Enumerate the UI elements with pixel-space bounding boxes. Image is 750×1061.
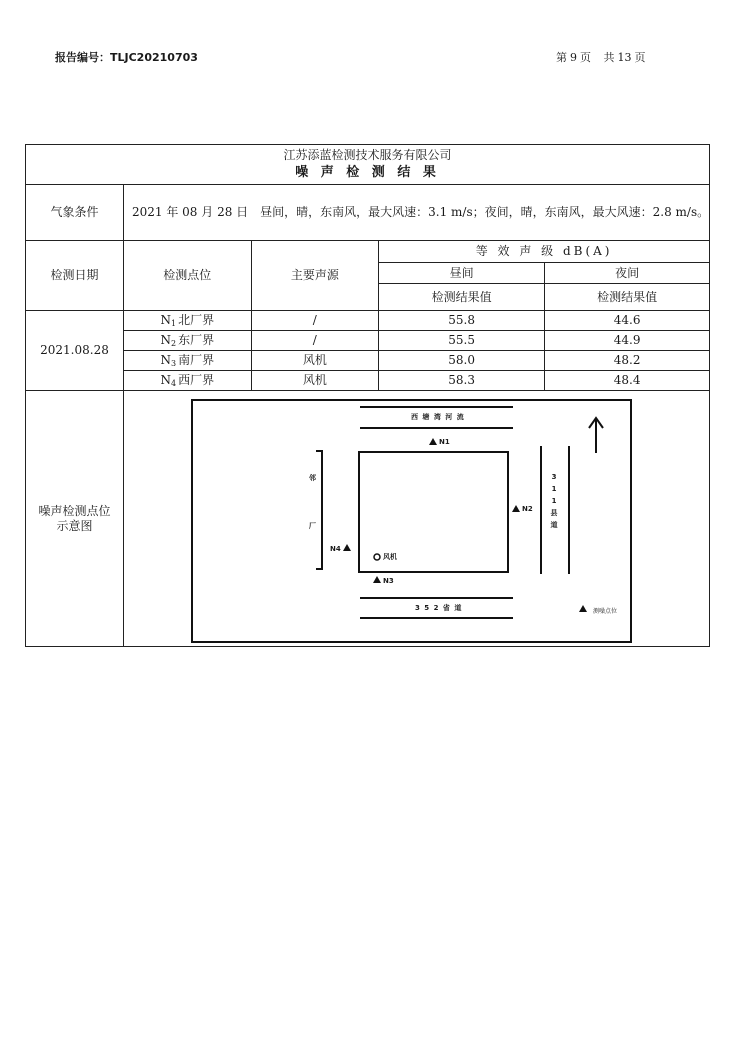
page-suffix: 页 — [580, 51, 591, 64]
n1-marker-icon — [429, 438, 437, 445]
col-header-night-value: 检测结果值 — [545, 284, 710, 311]
east-road-label — [549, 471, 559, 531]
legend-marker-icon — [579, 605, 587, 612]
point-subscript: 1 — [170, 318, 177, 328]
company-name: 江苏添蓝检测技术服务有限公司 — [283, 148, 452, 162]
n3-marker-icon — [373, 576, 381, 583]
west-neighbor-bracket — [316, 451, 322, 569]
total-prefix: 共 — [603, 51, 615, 64]
night-value-cell: 44.9 — [545, 331, 710, 351]
north-road-label: 西 塘 湾 河 流 — [411, 413, 465, 421]
source-cell: / — [251, 331, 379, 351]
col-header-night: 夜间 — [545, 263, 710, 284]
table-row — [26, 311, 710, 331]
table-row — [26, 331, 710, 351]
night-value-cell: 44.6 — [545, 311, 710, 331]
report-number-label: 报告编号： — [55, 51, 110, 64]
n2-marker-icon — [512, 505, 520, 512]
point-letter: N — [160, 312, 171, 327]
east-road-char: 县 — [550, 509, 558, 517]
west-neighbor-label-top: 邻 — [309, 474, 316, 482]
day-value-cell: 55.8 — [379, 311, 545, 331]
point-cell — [124, 371, 252, 391]
point-cell — [124, 311, 252, 331]
west-neighbor-label-bottom: 厂 — [309, 522, 316, 530]
south-road-label: 3 5 2 省 道 — [415, 604, 463, 612]
table-row — [26, 371, 710, 391]
day-value-cell: 58.3 — [379, 371, 545, 391]
n1-label: N1 — [439, 438, 450, 446]
page-indicator — [556, 49, 649, 65]
table-title-cell — [26, 145, 710, 185]
point-cell — [124, 331, 252, 351]
point-location: 北厂界 — [178, 312, 215, 327]
diagram-label-line-2: 示意图 — [56, 518, 93, 533]
monitoring-point-map — [191, 399, 632, 643]
east-road-char: 1 — [551, 485, 557, 493]
report-number — [55, 49, 198, 65]
night-value-cell: 48.4 — [545, 371, 710, 391]
point-subscript: 3 — [170, 358, 177, 368]
n4-label: N4 — [330, 545, 341, 553]
date-cell: 2021.08.28 — [26, 311, 124, 391]
weather-label: 气象条件 — [26, 185, 124, 241]
point-subscript: 4 — [170, 378, 177, 388]
east-road-char: 1 — [551, 497, 557, 505]
map-drawing — [193, 401, 630, 641]
diagram-label-line-1: 噪声检测点位 — [38, 504, 111, 519]
night-value-cell: 48.2 — [545, 351, 710, 371]
point-location: 南厂界 — [178, 352, 215, 367]
col-header-level: 等 效 声 级 dB(A) — [379, 241, 710, 263]
day-value-cell: 55.5 — [379, 331, 545, 351]
point-letter: N — [160, 352, 171, 367]
page-number: 9 — [570, 51, 577, 64]
point-subscript: 2 — [170, 338, 177, 348]
legend-label: 测噪点位 — [593, 608, 618, 615]
page-prefix: 第 — [556, 51, 567, 64]
n3-label: N3 — [383, 577, 394, 585]
day-value-cell: 58.0 — [379, 351, 545, 371]
total-suffix: 页 — [634, 51, 646, 64]
total-pages: 13 — [617, 51, 632, 64]
diagram-label — [26, 391, 124, 647]
source-cell: 风机 — [251, 371, 379, 391]
weather-conditions: 2021 年 08 月 28 日 昼间，晴，东南风，最大风速：3.1 m/s；夜间，晴，东南风，最大风速：2.8 m/s。 — [124, 185, 710, 241]
n2-label: N2 — [522, 505, 533, 513]
fan-icon — [374, 554, 380, 560]
fan-label: 风机 — [383, 553, 397, 561]
point-location: 东厂界 — [178, 332, 215, 347]
east-road-char: 道 — [550, 521, 558, 529]
source-cell: / — [251, 311, 379, 331]
factory-boundary — [359, 452, 508, 572]
point-letter: N — [160, 372, 171, 387]
col-header-day: 昼间 — [379, 263, 545, 284]
col-header-date: 检测日期 — [26, 241, 124, 311]
col-header-day-value: 检测结果值 — [379, 284, 545, 311]
report-number-value: TLJC20210703 — [110, 51, 198, 64]
point-letter: N — [160, 332, 171, 347]
table-row — [26, 351, 710, 371]
table-title: 噪 声 检 测 结 果 — [295, 165, 440, 181]
source-cell: 风机 — [251, 351, 379, 371]
point-cell — [124, 351, 252, 371]
east-road-char: 3 — [551, 473, 557, 481]
point-location: 西厂界 — [178, 372, 215, 387]
col-header-source: 主要声源 — [251, 241, 379, 311]
n4-marker-icon — [343, 544, 351, 551]
col-header-point: 检测点位 — [124, 241, 252, 311]
